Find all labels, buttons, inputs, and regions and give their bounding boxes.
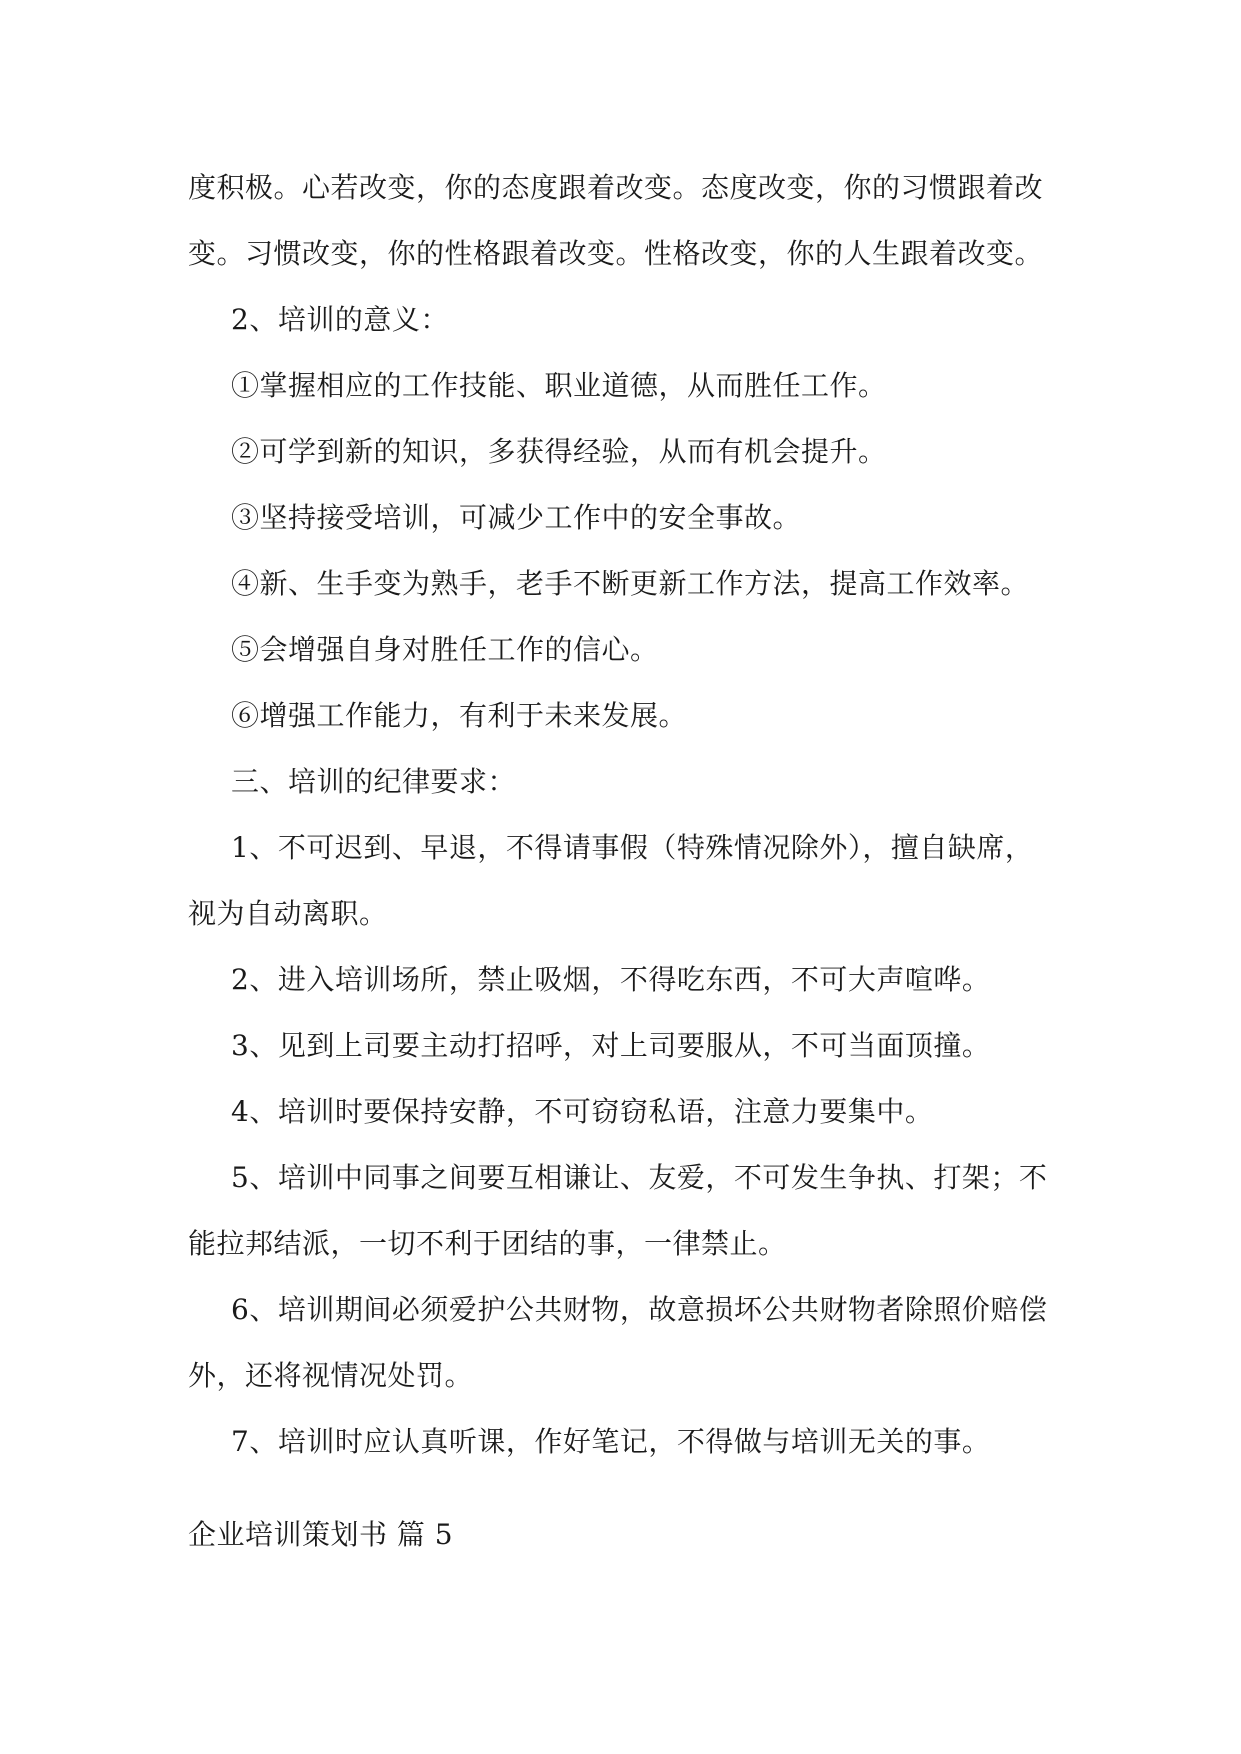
paragraph-line: 4、培训时要保持安静，不可窃窃私语，注意力要集中。 bbox=[231, 1095, 934, 1128]
paragraph-line: ②可学到新的知识，多获得经验，从而有机会提升。 bbox=[231, 435, 887, 468]
paragraph-line: 变。习惯改变，你的性格跟着改变。性格改变，你的人生跟着改变。 bbox=[188, 237, 1044, 270]
paragraph-line: ⑤会增强自身对胜任工作的信心。 bbox=[231, 633, 659, 666]
paragraph-line: 外，还将视情况处罚。 bbox=[188, 1359, 474, 1392]
paragraph-line: 5、培训中同事之间要互相谦让、友爱，不可发生争执、打架；不 bbox=[231, 1161, 1048, 1194]
paragraph-line: ①掌握相应的工作技能、职业道德，从而胜任工作。 bbox=[231, 369, 887, 402]
section-heading: 企业培训策划书 篇 5 bbox=[188, 1518, 454, 1551]
paragraph-line: 7、培训时应认真听课，作好笔记，不得做与培训无关的事。 bbox=[231, 1425, 991, 1458]
paragraph-line: 视为自动离职。 bbox=[188, 897, 388, 930]
paragraph-line: 6、培训期间必须爱护公共财物，故意损坏公共财物者除照价赔偿 bbox=[231, 1293, 1048, 1326]
paragraph-line: 1、不可迟到、早退，不得请事假（特殊情况除外），擅自缺席， bbox=[231, 831, 1034, 864]
paragraph-line: 三、培训的纪律要求： bbox=[231, 765, 517, 798]
paragraph-line: ⑥增强工作能力，有利于未来发展。 bbox=[231, 699, 688, 732]
paragraph-line: ③坚持接受培训，可减少工作中的安全事故。 bbox=[231, 501, 802, 534]
document-body bbox=[188, 155, 1068, 1475]
paragraph-line: ④新、生手变为熟手，老手不断更新工作方法，提高工作效率。 bbox=[231, 567, 1030, 600]
paragraph-line: 2、培训的意义： bbox=[231, 303, 449, 336]
paragraph-line: 度积极。心若改变，你的态度跟着改变。态度改变，你的习惯跟着改 bbox=[188, 171, 1044, 204]
paragraph-line: 能拉邦结派，一切不利于团结的事，一律禁止。 bbox=[188, 1227, 787, 1260]
paragraph-line: 2、进入培训场所，禁止吸烟，不得吃东西，不可大声喧哗。 bbox=[231, 963, 991, 996]
paragraph-line: 3、见到上司要主动打招呼，对上司要服从，不可当面顶撞。 bbox=[231, 1029, 991, 1062]
